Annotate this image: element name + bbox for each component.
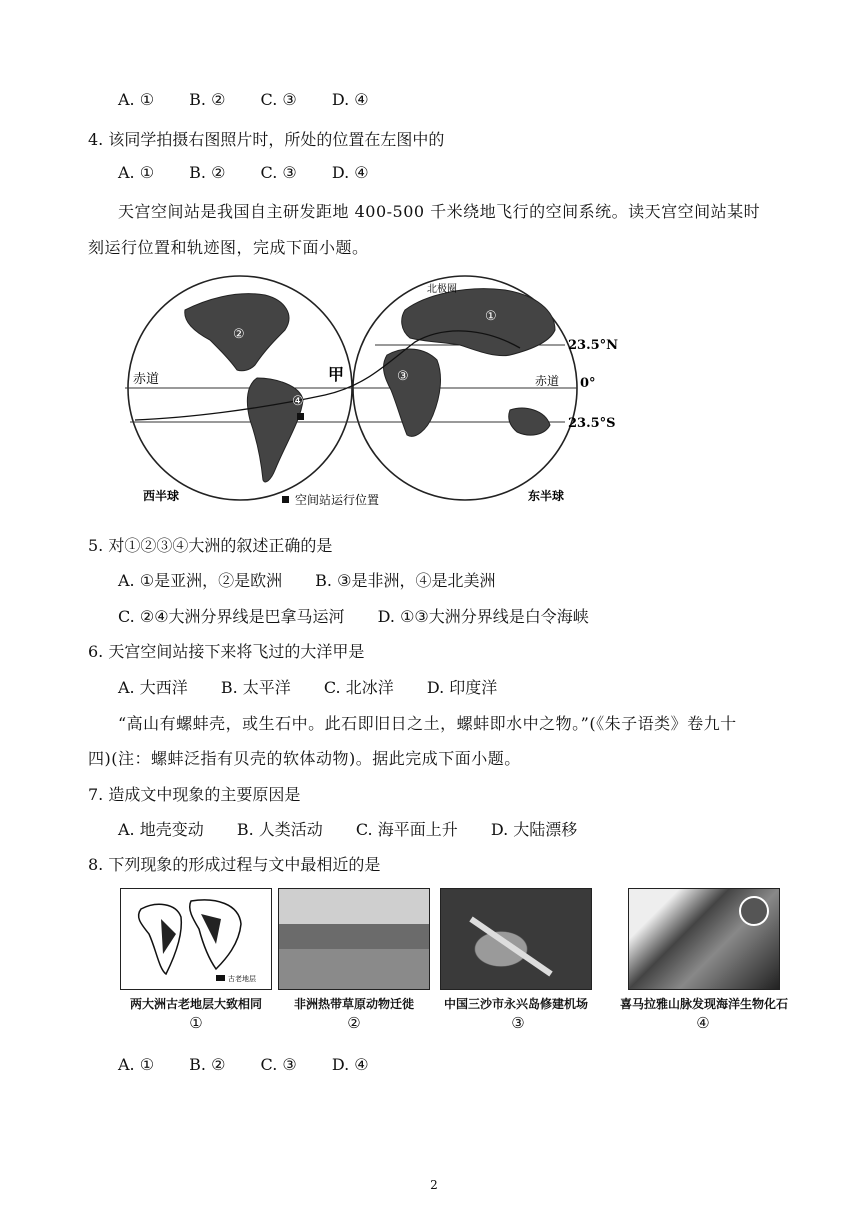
- q3-option-d: D. ④: [331, 90, 369, 109]
- q8-number-1: ①: [189, 1014, 203, 1032]
- q8-option-b: B. ②: [189, 1055, 226, 1074]
- q5-stem: 5. 对①②③④大洲的叙述正确的是: [88, 536, 333, 555]
- intro-tiangong-line1: 天宫空间站是我国自主研发距地 400-500 千米绕地飞行的空间系统。读天宫空间站某时: [118, 202, 761, 221]
- label-jia: 甲: [328, 365, 345, 384]
- q6-option-a: A. 大西洋: [118, 678, 188, 697]
- label-c3: ③: [397, 369, 409, 384]
- australia-shape: [509, 408, 550, 435]
- q5-option-c: C. ②④大洲分界线是巴拿马运河: [118, 607, 345, 626]
- label-west: 西半球: [143, 489, 180, 503]
- q5-options-row2: [118, 604, 617, 627]
- q8-pic1-legend: 古老地层: [228, 975, 256, 983]
- q8-option-a: A. ①: [118, 1055, 155, 1074]
- q4-stem: 4. 该同学拍摄右图照片时，所处的位置在左图中的: [88, 130, 445, 149]
- q4-option-b: B. ②: [189, 163, 226, 182]
- intro-quote-line2: 四)(注：螺蚌泛指有贝壳的软体动物)。据此完成下面小题。: [88, 749, 521, 768]
- label-beijixian: 北极圈: [427, 284, 457, 295]
- q8-picture-row: [118, 888, 808, 1038]
- q8-picture-2: [278, 888, 430, 990]
- label-23n: 23.5°N: [568, 338, 619, 353]
- q8-caption-1: 两大洲古老地层大致相同: [129, 997, 262, 1011]
- label-c2: ②: [233, 327, 245, 342]
- q4-options: [118, 163, 399, 182]
- q7-option-c: C. 海平面上升: [355, 820, 458, 839]
- label-c4: ④: [292, 394, 304, 409]
- q6-options: [118, 675, 525, 698]
- q8-stem: 8. 下列现象的形成过程与文中最相近的是: [88, 855, 381, 874]
- label-c1: ①: [485, 309, 497, 324]
- q4-option-d: D. ④: [331, 163, 369, 182]
- q6-stem: 6. 天宫空间站接下来将飞过的大洋甲是: [88, 642, 365, 661]
- station-marker: [297, 413, 304, 420]
- page-number: 2: [430, 1178, 438, 1192]
- legend-marker: [282, 496, 289, 503]
- q8-caption-3: 中国三沙市永兴岛修建机场: [443, 997, 588, 1011]
- q8-number-2: ②: [347, 1014, 361, 1032]
- eurasia-shape: [402, 289, 555, 356]
- intro-quote-line1: “高山有螺蚌壳，或生石中。此石即旧日之土，螺蚌即水中之物。”(《朱子语类》卷九十: [118, 714, 737, 733]
- q3-option-a: A. ①: [118, 90, 155, 109]
- q3-option-b: B. ②: [189, 90, 226, 109]
- q5-option-b: B. ③是非洲，④是北美洲: [315, 571, 496, 590]
- q3-options: [118, 90, 399, 109]
- q3-option-c: C. ③: [260, 90, 297, 109]
- q8-caption-4: 喜马拉雅山脉发现海洋生物化石: [619, 997, 788, 1011]
- q7-options: [118, 817, 605, 840]
- q4-option-a: A. ①: [118, 163, 155, 182]
- q8-option-d: D. ④: [331, 1055, 369, 1074]
- label-23s: 23.5°S: [568, 416, 616, 431]
- q6-option-c: C. 北冰洋: [323, 678, 394, 697]
- q8-picture-4: [628, 888, 780, 990]
- label-east: 东半球: [528, 489, 565, 503]
- q5-option-d: D. ①③大洲分界线是白令海峡: [377, 607, 589, 626]
- q8-number-3: ③: [511, 1014, 525, 1032]
- intro-tiangong-line2: 刻运行位置和轨迹图，完成下面小题。: [88, 238, 369, 257]
- q8-option-c: C. ③: [260, 1055, 297, 1074]
- q7-option-a: A. 地壳变动: [118, 820, 204, 839]
- q5-options-row1: [118, 568, 523, 591]
- q5-option-a: A. ①是亚洲，②是欧洲: [118, 571, 283, 590]
- q8-picture-1: [120, 888, 272, 990]
- q7-stem: 7. 造成文中现象的主要原因是: [88, 785, 301, 804]
- label-equator-right: 赤道: [535, 374, 560, 388]
- q7-option-b: B. 人类活动: [236, 820, 323, 839]
- africa-shape: [384, 349, 441, 436]
- q6-option-b: B. 太平洋: [220, 678, 291, 697]
- q7-option-d: D. 大陆漂移: [490, 820, 578, 839]
- label-equator-left: 赤道: [133, 372, 160, 387]
- q8-options: [118, 1055, 399, 1074]
- q4-option-c: C. ③: [260, 163, 297, 182]
- q8-picture-3: [440, 888, 592, 990]
- legend-label: 空间站运行位置: [295, 493, 380, 507]
- q8-number-4: ④: [696, 1014, 710, 1032]
- label-0: 0°: [580, 376, 596, 391]
- hemisphere-map: [125, 270, 625, 520]
- q6-option-d: D. 印度洋: [426, 678, 498, 697]
- q8-caption-2: 非洲热带草原动物迁徙: [293, 997, 414, 1011]
